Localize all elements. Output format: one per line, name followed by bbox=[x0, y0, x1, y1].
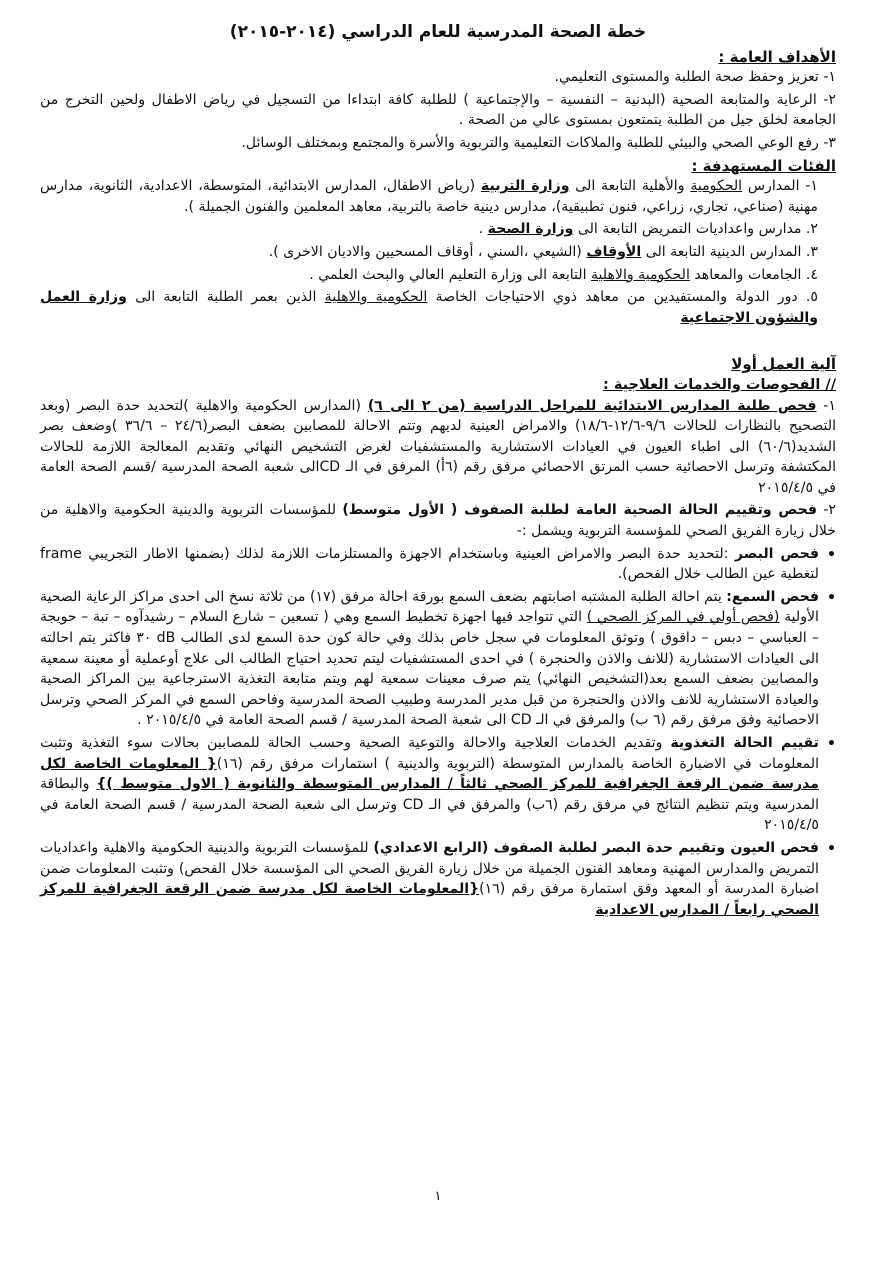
text-fragment: وتقديم الخدمات العلاجية والاحالة والتوعية الصحية وحسب الحالة للمصابين بحالات سوء التغذية وتثبت المعلومات في الاضبارة الخاصة بالمدارس المتوسطة (التربوية والدينية ) استمارات مرفق رقم (١٦) bbox=[40, 735, 819, 772]
underlined-text: الحكومية bbox=[690, 178, 743, 195]
objectives-heading: الأهداف العامة : bbox=[718, 47, 836, 66]
bullet-icon: • bbox=[826, 736, 836, 752]
exams-subheading: // الفحوصات والخدمات العلاجية : bbox=[602, 376, 836, 393]
bullet-hearing-exam bbox=[40, 587, 836, 731]
bold-phrase: تقييم الحالة التغذوية bbox=[670, 735, 819, 751]
bold-phrase: فحص طلبة المدارس الابتدائية للمراحل الدراسية (من ٢ الى ٦) bbox=[367, 397, 817, 414]
bold-phrase: فحص وتقييم الحالة الصحية العامة لطلبة الصفوف ( الأول متوسط) bbox=[342, 502, 817, 519]
text-fragment: التابعة الى وزارة التعليم العالي والبحث العلمي . bbox=[309, 266, 591, 283]
text-fragment: ١- المدارس bbox=[742, 178, 818, 195]
underlined-text: الحكومية والاهلية bbox=[324, 289, 428, 306]
target-group-item-2 bbox=[40, 219, 836, 240]
text-fragment: (رياض الاطفال، المدارس الابتدائية، المتوسطة، الاعدادية، الثانوية، مدارس مهنية (صناعي، تجاري، زراعي، فنون تطبيقية)، مدارس دينية خاصة بالتربية، معاهد المعلمين والفنون الجميلة ). bbox=[40, 178, 818, 215]
text-fragment: ٢. مدارس واعداديات التمريض التابعة الى bbox=[573, 221, 818, 238]
bullet-text bbox=[40, 587, 819, 731]
text-fragment: التي تتواجد فيها اجهزة تخطيط السمع وهي ( تسعين – شارع السلام – رشيدآوه – تبة – حويجة – العباسي – دبس – داقوق ) وتوثق المعلومات في سجل خاص بذلك وفي حالة كون حدة السمع لدى الطالب dB ٣٠ فاكثر يتم احالته الى العيادات الاستشارية (للانف والاذن والحنجرة ) في احدى المستشفيات ليتم تحديد احتياج الطالب الى علاج أوعملية أو معينة سمعية والمصابين بضعف السمع بعد(التشخيص النهائي) يتم صرف معينات سمعية لهم ويتم متابعة التغذية الاسترجاعية بين المراكز الصحية والعيادة الاستشارية للانف والاذن والحنجرة من قبل مدير المدرسة وطبيب الصحة المدرسية وفاحص السمع في المركز الصحي وترسل الاحصائية وفق مرفق رقم (٦ ب) والمرفق في الـ CD الى شعبة الصحة المدرسية / قسم الصحة العامة في ٢٠١٥/٤/٥ . bbox=[40, 609, 819, 729]
ministry-name: الأوقاف bbox=[586, 243, 642, 260]
target-group-item-3 bbox=[40, 242, 836, 263]
mechanism-heading: آلية العمل أولا bbox=[731, 355, 836, 374]
objective-item-2: ٢- الرعاية والمتابعة الصحية (البدنية – النفسية – والإجتماعية ) للطلبة كافة ابتداءا من التسجيل في رياض الاطفال ولحين التخرج من الجامعة لخلق جيل من الطلبة يتمتعون بمستوى عالي من الصحة . bbox=[40, 91, 836, 129]
bullet-text bbox=[40, 838, 819, 920]
bullet-icon: • bbox=[826, 840, 836, 857]
bullet-text bbox=[40, 733, 819, 836]
target-group-item-4 bbox=[40, 265, 836, 286]
text-fragment: والأهلية التابعة الى bbox=[569, 178, 691, 195]
target-group-item-1 bbox=[40, 176, 836, 217]
target-groups-heading: الفئات المستهدفة : bbox=[691, 156, 836, 175]
mechanism-item-2 bbox=[40, 500, 836, 541]
bullet-icon: • bbox=[826, 546, 836, 563]
underlined-text: الحكومية والاهلية bbox=[591, 266, 690, 283]
objective-item-3: ٣- رفع الوعي الصحي والبيئي للطلبة والملاكات التعليمية والتربوية والأسرة والمجتمع وبمختلف الوسائل. bbox=[241, 134, 836, 151]
bold-phrase: {المعلومات الخاصة لكل مدرسة ضمن الرقعة الجغرافية للمركز الصحي رابعاً / المدارس الاعدادية bbox=[40, 881, 819, 918]
ministry-name: وزارة التربية bbox=[480, 178, 570, 195]
bullet-text bbox=[40, 544, 819, 585]
text-fragment: . bbox=[478, 221, 488, 238]
bullet-eye-exam bbox=[40, 838, 836, 920]
bullet-nutrition-assessment bbox=[40, 733, 836, 836]
text-fragment: ٢- bbox=[817, 502, 836, 519]
mechanism-item-1 bbox=[40, 396, 836, 499]
text-fragment: يتم احالة الطلبة المشتبه اصابتهم بضعف السمع بورقة احالة مرفق (١٧) من ثلاثة نسخ الى احدى مراكز الرعاية الصحية الأولية bbox=[40, 588, 819, 626]
text-fragment: للمؤسسات التربوية والدينية الحكومية والاهلية واعداديات التمريض والمدارس المهنية ومعاهد الفنون الجميلة من خلال زيارة الفريق الصحي الى المؤسسة خلال الفحص) وتثبت المعلومات ضمن اضبارة المدرسة أو المعهد وفق استمارة مرفق رقم (١٦) bbox=[40, 839, 819, 898]
bold-phrase: فحص العيون وتقييم حدة البصر لطلبة الصفوف (الرابع الاعدادي) bbox=[373, 839, 819, 856]
document-title: خطة الصحة المدرسية للعام الدراسي (٢٠١٤-٢٠١٥) bbox=[229, 22, 647, 42]
bold-phrase: فحص السمع: bbox=[726, 588, 819, 605]
text-fragment: ٣. المدارس الدينية التابعة الى bbox=[641, 243, 818, 260]
target-group-item-5 bbox=[40, 287, 836, 328]
bold-phrase: { المعلومات الخاصة لكل مدرسة ضمن الرقعة الجغرافية للمركز الصحي ثالثاً / المدارس المتوسطة والثانوية ( الاول متوسط )} bbox=[40, 755, 819, 793]
text-fragment: والبطاقة المدرسية ويتم تنظيم النتائج في مرفق رقم (٦ب) والمرفق في الـ CD وترسل الى شعبة الصحة المدرسية / قسم الصحة العامة في ٢٠١٥/٤/٥ bbox=[40, 776, 819, 834]
bullet-icon: • bbox=[826, 589, 836, 606]
text-fragment: ٤. الجامعات والمعاهد bbox=[689, 266, 818, 283]
ministry-name: وزارة العمل والشؤون الاجتماعية bbox=[40, 289, 818, 326]
text-fragment: :لتحديد حدة البصر والامراض العينية وباستخدام الاجهزة والمستلزمات اللازمة لذلك (بضمنها الاطار التجريبي frame لتغطية عين الطالب خلال الفحص). bbox=[40, 545, 819, 583]
objective-item-1: ١- تعزيز وحفظ صحة الطلبة والمستوى التعليمي. bbox=[554, 69, 836, 86]
spacer bbox=[40, 330, 836, 352]
text-fragment: ٥. دور الدولة والمستفيدين من معاهد ذوي الاحتياجات الخاصة bbox=[427, 289, 818, 306]
text-fragment: للمؤسسات التربوية والدينية الحكومية والاهلية من خلال زيارة الفريق الصحي للمؤسسة التربوية ويشمل :- bbox=[40, 502, 836, 540]
text-fragment: ١- bbox=[816, 397, 836, 414]
text-fragment: (الشيعي ،السني ، أوقاف المسحيين والاديان الاخرى ). bbox=[268, 243, 587, 260]
ministry-name: وزارة الصحة bbox=[487, 221, 574, 238]
bold-phrase: فحص البصر bbox=[734, 545, 819, 562]
text-fragment: الذين بعمر الطلبة التابعة الى bbox=[126, 289, 325, 306]
text-fragment: (المدارس الحكومية والاهلية )لتحديد حدة البصر (وبعد التصحيح بالنظارات للحالات ٩/٦-١٢/٦-١٨/٦) والامراض العينية لديهم وتتم الاحالة للمصابين بضعف البصر(٢٤/٦ – ٣٦/٦ )وضعف بصر الشديد(٦٠/٦) الى اطباء العيون في العيادات الاستشارية والمستشفيات لغرض التشخيص النهائي وتقديم المعالجة اللازمة للحالات المكتشفة وترسل الاحصائية حسب المرتق الاحصائي مرفق رقم (٦أ) المرفق في الـ CDالى شعبة الصحة المدرسية /قسم الصحة العامة في ٢٠١٥/٤/٥ bbox=[40, 397, 837, 496]
underlined-text: (فحص أولي في المركز الصحي ) bbox=[586, 609, 780, 626]
page-number: ١ bbox=[434, 1189, 442, 1205]
bullet-vision-exam bbox=[40, 544, 836, 585]
